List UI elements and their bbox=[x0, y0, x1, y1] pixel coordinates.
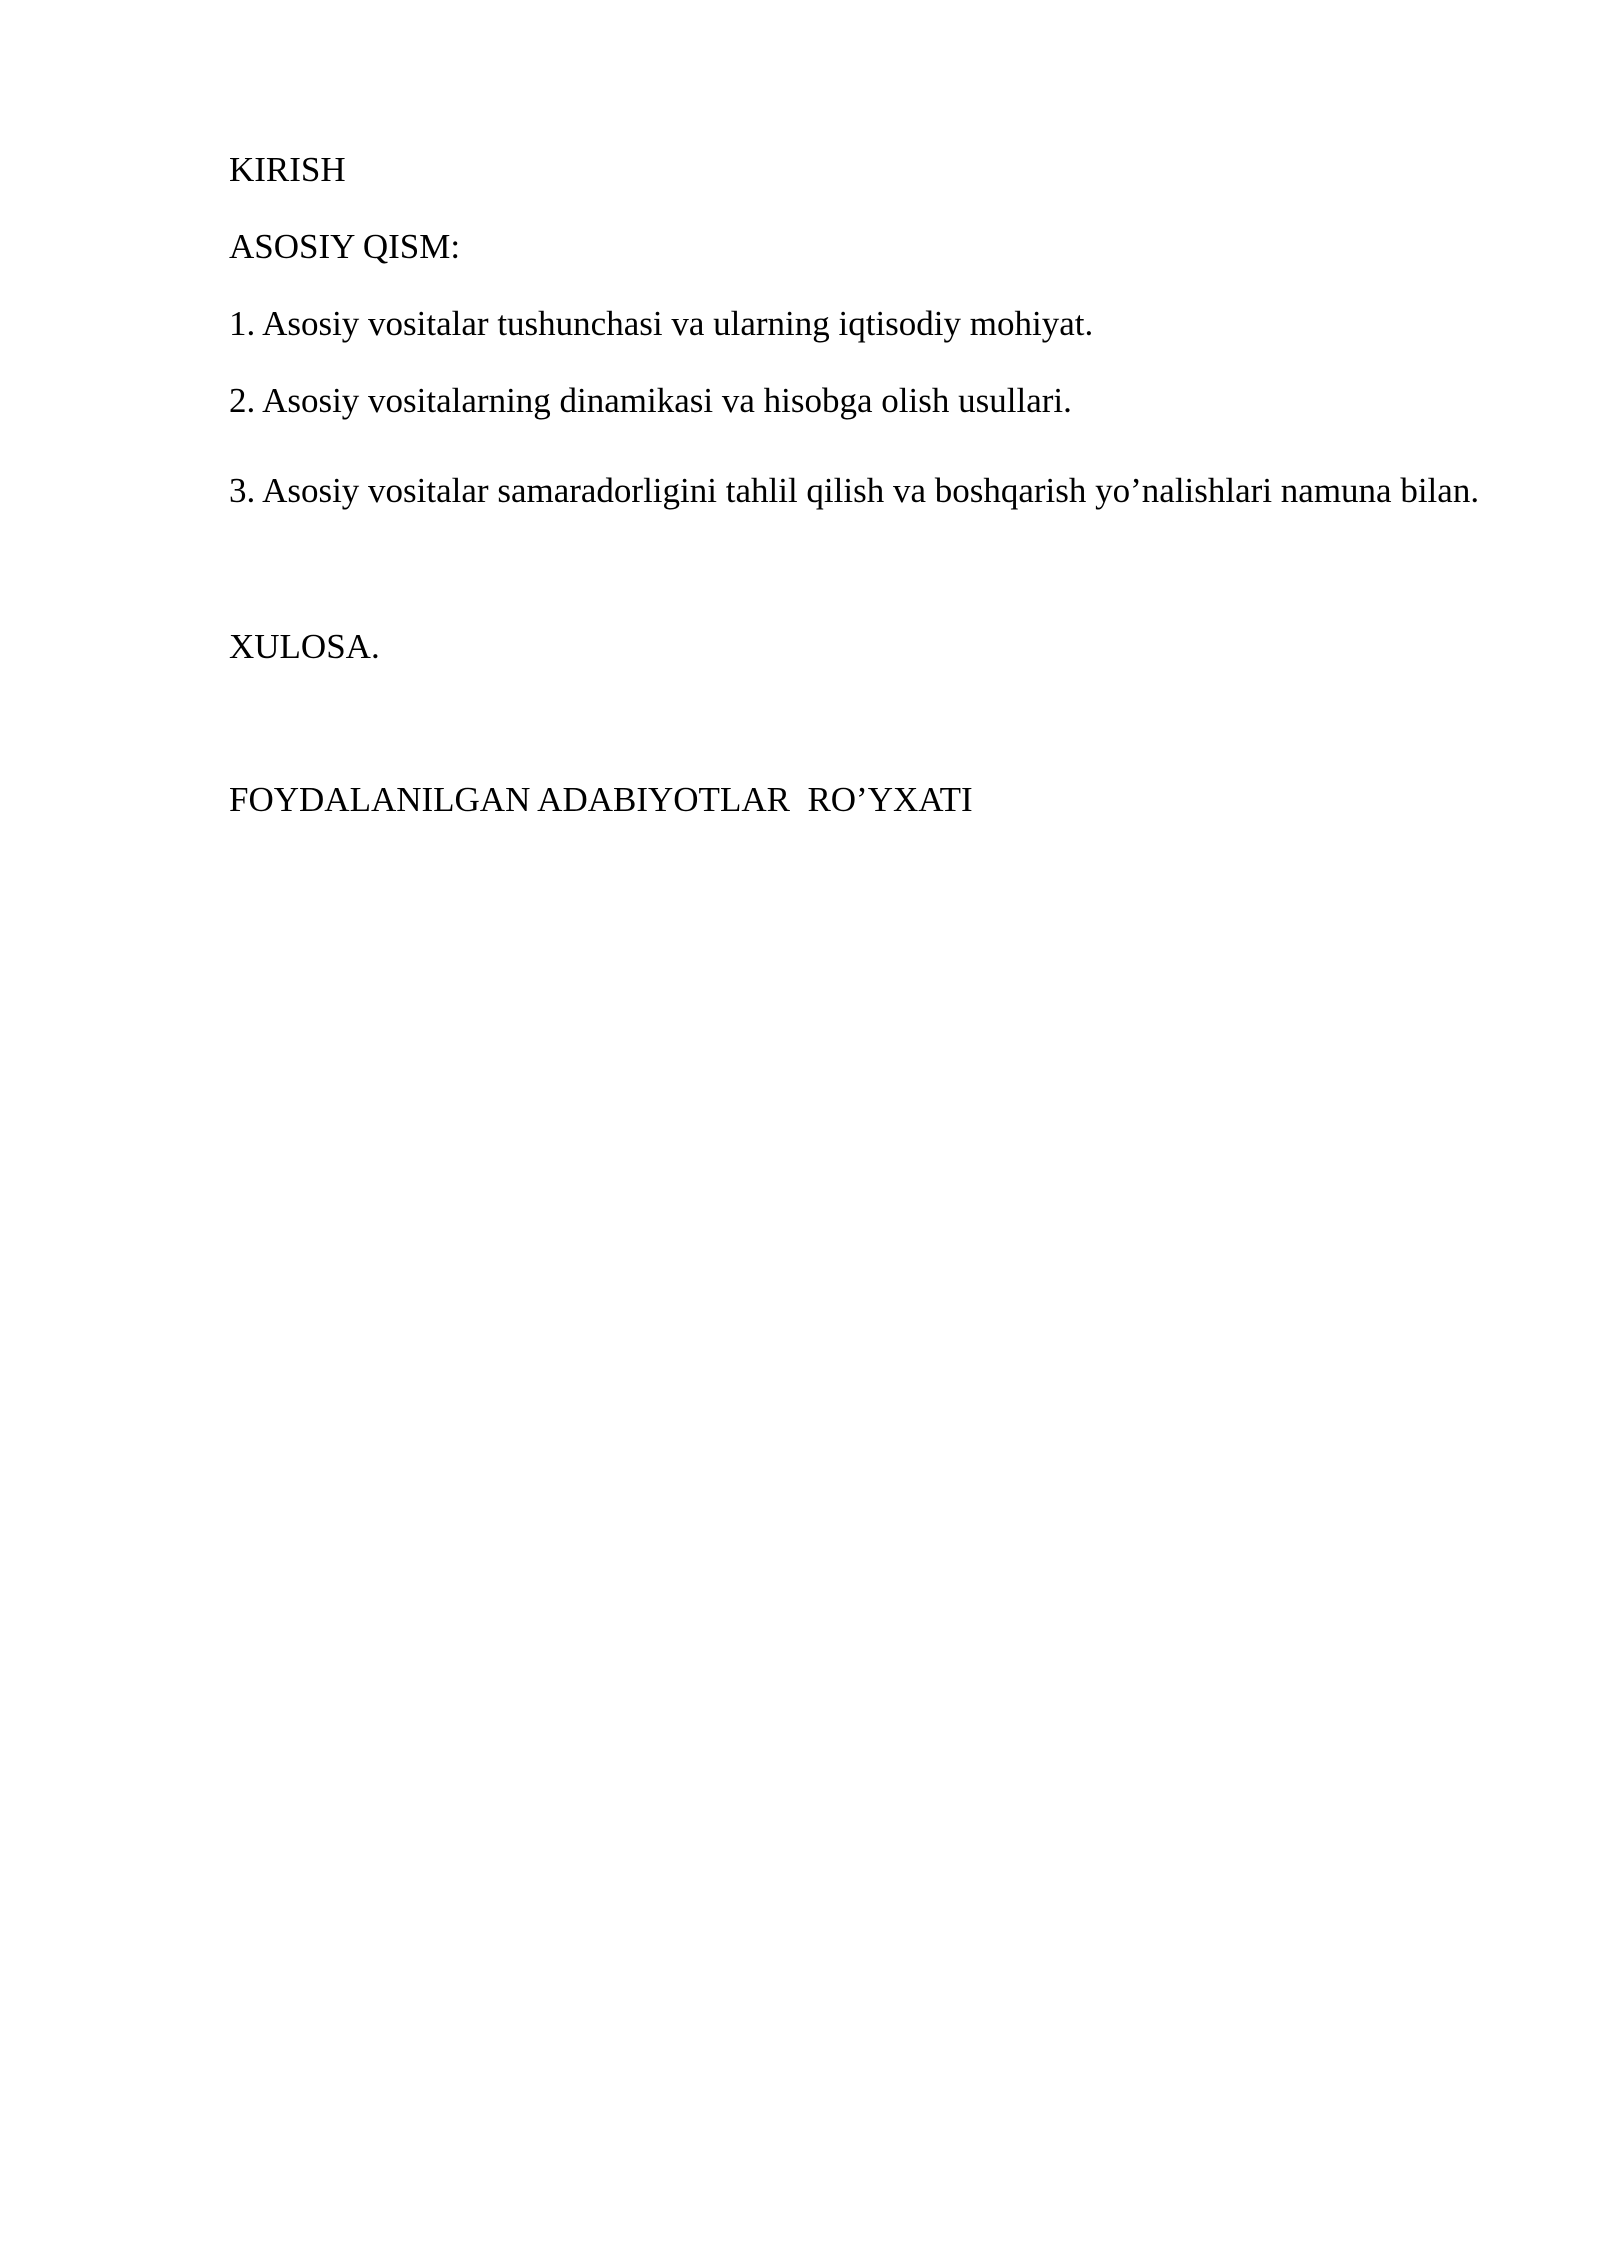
main-part-heading: ASOSIY QISM: bbox=[229, 227, 461, 266]
list-item: 1. Asosiy vositalar tushunchasi va ularning iqtisodiy mohiyat. bbox=[229, 304, 1094, 343]
table-of-contents bbox=[229, 145, 1489, 825]
intro-heading: KIRISH bbox=[229, 150, 346, 189]
list-item: 2. Asosiy vositalarning dinamikasi va hisobga olish usullari. bbox=[229, 381, 1072, 420]
list-item: 3. Asosiy vositalar samaradorligini tahlil qilish va boshqarish yo’nalishlari namuna bilan. bbox=[229, 471, 1480, 510]
conclusion-heading: XULOSA. bbox=[229, 627, 380, 666]
references-heading: FOYDALANILGAN ADABIYOTLAR RO’YXATI bbox=[229, 780, 973, 819]
